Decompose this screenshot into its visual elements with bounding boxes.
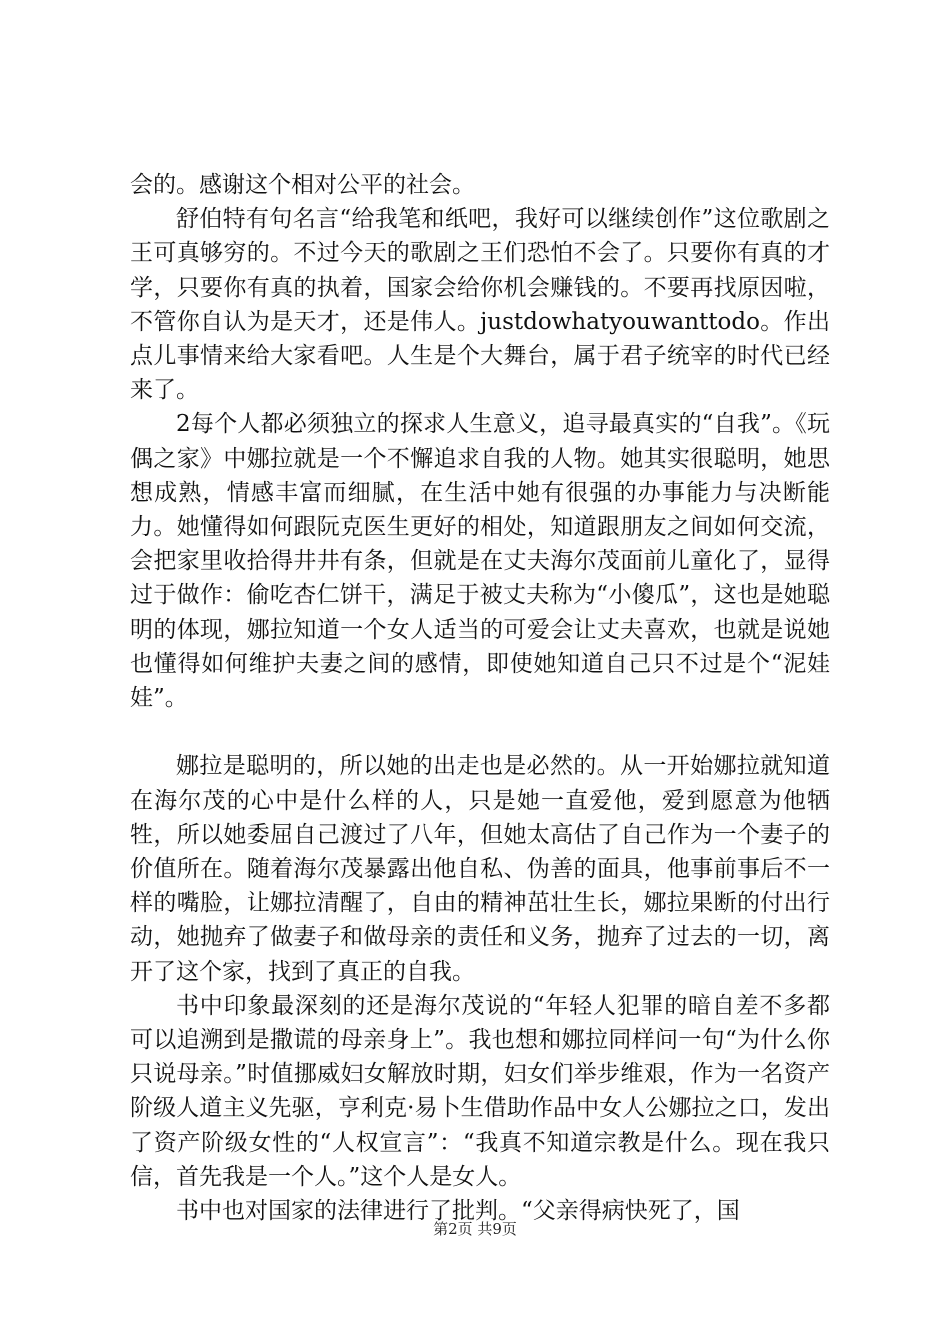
paragraph-2: 舒伯特有句名言“给我笔和纸吧，我好可以继续创作”这位歌剧之王可真够穷的。不过今天的歌剧之王们恐怕不会了。只要你有真的才学，只要你有真的执着，国家会给你机会赚钱的。不要再找原因啦，不管你自认为是天才，还是伟人。justdowhatyouwanttodo。作出点儿事情来给大家看吧。人生是个大舞台，属于君子统宰的时代已经来了。	[130, 206, 830, 404]
paragraph-spacer	[130, 715, 830, 749]
paragraph-4: 娜拉是聪明的，所以她的出走也是必然的。从一开始娜拉就知道在海尔茂的心中是什么样的人，只是她一直爱他，爱到愿意为他牺牲，所以她委屈自己渡过了八年，但她太高估了自己作为一个妻子的价值所在。随着海尔茂暴露出他自私、伪善的面具，他事前事后不一样的嘴脸，让娜拉清醒了，自由的精神茁壮生长，娜拉果断的付出行动，她抛弃了做妻子和做母亲的责任和义务，抛弃了过去的一切，离开了这个家，找到了真正的自我。	[130, 753, 830, 985]
paragraph-3: 2每个人都必须独立的探求人生意义，追寻最真实的“自我”。《玩偶之家》中娜拉就是一个不懈追求自我的人物。她其实很聪明，她思想成熟，情感丰富而细腻，在生活中她有很强的办事能力与决断能力。她懂得如何跟阮克医生更好的相处，知道跟朋友之间如何交流，会把家里收拾得井井有条，但就是在丈夫海尔茂面前儿童化了，显得过于做作：偷吃杏仁饼干，满足于被丈夫称为“小傻瓜”，这也是她聪明的体现，娜拉知道一个女人适当的可爱会让丈夫喜欢，也就是说她也懂得如何维护夫妻之间的感情，即使她知道自己只不过是个“泥娃娃”。	[130, 411, 830, 712]
paragraph-6: 书中也对国家的法律进行了批判。“父亲得病快死了，国	[176, 1198, 740, 1225]
body-text	[130, 168, 830, 1228]
paragraph-5: 书中印象最深刻的还是海尔茂说的“年轻人犯罪的暗自差不多都可以追溯到是撒谎的母亲身上”。我也想和娜拉同样问一句“为什么你只说母亲。”时值挪威妇女解放时期，妇女们举步维艰，作为一名资产阶级人道主义先驱，亨利克·易卜生借助作品中女人公娜拉之口，发出了资产阶级女性的“人权宣言”：“我真不知道宗教是什么。现在我只信，首先我是一个人。”这个人是女人。	[130, 992, 830, 1190]
paragraph-1: 会的。感谢这个相对公平的社会。	[130, 172, 475, 198]
page-number-footer: 第2页 共9页	[433, 1220, 517, 1238]
